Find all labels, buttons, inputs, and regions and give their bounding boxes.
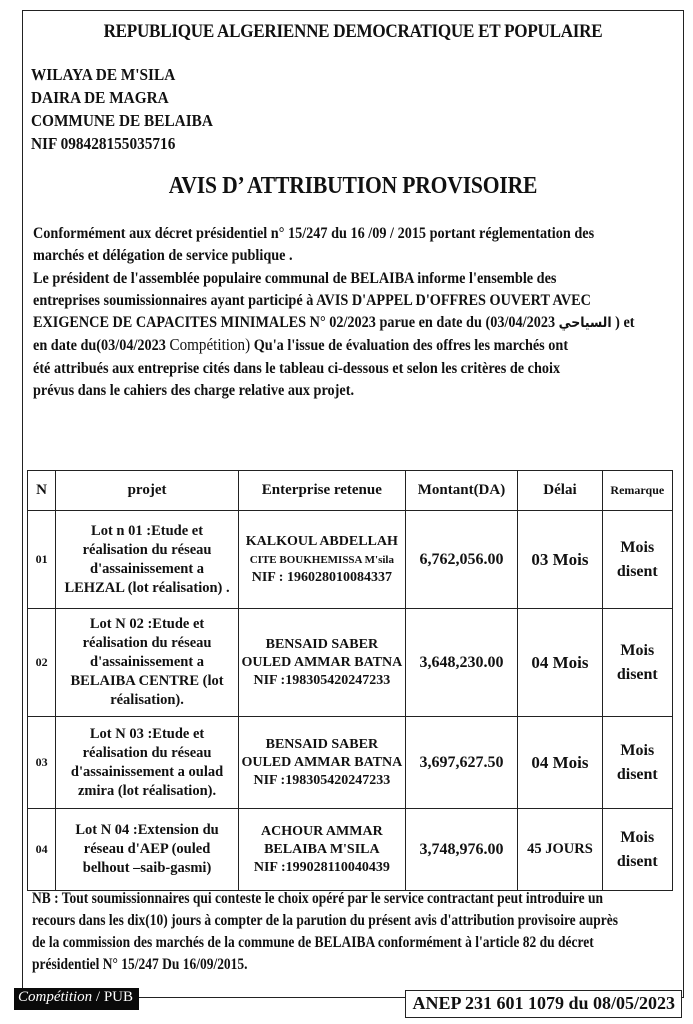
- cell-remarque: [602, 609, 672, 717]
- cell-entreprise: [238, 809, 405, 891]
- source-tag: [14, 988, 139, 1010]
- col-header-montant: Montant(DA): [405, 471, 518, 511]
- entreprise-name: ACHOUR AMMAR: [260, 823, 383, 839]
- remarque-line: disent: [616, 852, 658, 870]
- entreprise-address: CITE BOUKHEMISSA M'sila: [249, 553, 394, 566]
- entreprise-address: OULED AMMAR BATNA: [241, 654, 403, 670]
- projet-line: réseau d'AEP (ouled: [83, 841, 211, 857]
- projet-line: réalisation).: [110, 692, 184, 708]
- cell-remarque: [602, 511, 672, 609]
- projet-line: d'assainissement a: [90, 654, 205, 670]
- projet-line: zmira (lot réalisation).: [77, 782, 217, 799]
- entreprise-nif: NIF : 196028010084337: [251, 569, 392, 585]
- cell-entreprise: [238, 609, 405, 717]
- projet-line: Lot N 03 :Etude et: [89, 725, 205, 742]
- anep-reference: ANEP 231 601 1079 du 08/05/2023: [405, 990, 682, 1018]
- table-row: [28, 511, 673, 609]
- nb-line: présidentiel N° 15/247 Du 16/09/2015.: [32, 956, 248, 973]
- entreprise-address: BELAIBA M'SILA: [264, 841, 380, 857]
- intro-line: été attribués aux entreprise cités dans le tableau ci-dessous et selon les critères de choix: [33, 359, 561, 377]
- remarque-line: Mois: [620, 828, 655, 846]
- cell-montant: 6,762,056.00: [405, 511, 518, 609]
- projet-line: Lot N 04 :Extension du: [75, 822, 219, 838]
- source-pub: PUB: [103, 989, 134, 1005]
- entreprise-nif: NIF :198305420247233: [253, 772, 391, 788]
- entreprise-name: BENSAID SABER: [265, 636, 379, 652]
- entreprise-address: OULED AMMAR BATNA: [241, 754, 403, 770]
- cell-projet: [56, 809, 239, 891]
- table-header-row: [28, 471, 673, 511]
- cell-projet: [56, 511, 239, 609]
- cell-entreprise: [238, 511, 405, 609]
- cell-delai: 04 Mois: [518, 609, 602, 717]
- col-header-delai: Délai: [518, 471, 602, 511]
- cell-n: 03: [28, 717, 56, 809]
- projet-line: belhout –saib-gasmi): [82, 860, 212, 876]
- cell-delai: 03 Mois: [518, 511, 602, 609]
- nb-paragraph: [32, 888, 658, 976]
- projet-line: LEHZAL (lot réalisation) .: [64, 579, 230, 596]
- col-header-projet: projet: [56, 471, 239, 511]
- remarque-line: disent: [616, 765, 658, 783]
- cell-remarque: [602, 717, 672, 809]
- cell-montant: 3,697,627.50: [405, 717, 518, 809]
- remarque-line: Mois: [620, 641, 655, 659]
- daira: DAIRA DE MAGRA: [31, 88, 169, 107]
- commune: COMMUNE DE BELAIBA: [31, 111, 213, 130]
- col-header-n: N: [28, 471, 56, 511]
- projet-line: Lot n 01 :Etude et: [91, 522, 204, 539]
- col-header-remarque: Remarque: [602, 471, 672, 511]
- intro-text: en date du(03/04/2023: [33, 337, 170, 355]
- republic-heading: REPUBLIQUE ALGERIENNE DEMOCRATIQUE ET POPULAIRE: [103, 21, 603, 42]
- intro-text: ) et: [611, 314, 635, 332]
- projet-line: BELAIBA CENTRE (lot: [70, 673, 224, 689]
- notice-title: AVIS D’ ATTRIBUTION PROVISOIRE: [168, 173, 538, 199]
- cell-projet: [56, 609, 239, 717]
- cell-delai: 04 Mois: [518, 717, 602, 809]
- projet-line: d'assainissement a: [90, 560, 205, 577]
- intro-line: prévus dans le cahiers des charge relative aux projet.: [33, 382, 355, 400]
- intro-text: EXIGENCE DE CAPACITES MINIMALES N° 02/2023 parue en date du (03/04/2023: [33, 314, 559, 332]
- cell-montant: 3,748,976.00: [405, 809, 518, 891]
- projet-line: réalisation du réseau: [82, 744, 212, 761]
- nb-line: de la commission des marchés de la commune de BELAIBA conformément à l'article 82 du décret: [32, 934, 594, 951]
- projet-line: réalisation du réseau: [82, 541, 212, 558]
- projet-line: Lot N 02 :Etude et: [89, 616, 205, 632]
- table-row: [28, 609, 673, 717]
- entreprise-name: KALKOUL ABDELLAH: [245, 533, 398, 549]
- cell-montant: 3,648,230.00: [405, 609, 518, 717]
- newspaper-name: Compétition): [169, 335, 251, 355]
- administration-block: [31, 63, 213, 155]
- col-header-entreprise: Enterprise retenue: [238, 471, 405, 511]
- table-row: [28, 809, 673, 891]
- remarque-line: disent: [616, 665, 658, 683]
- newspaper-name-arabic: السياحي: [558, 315, 612, 332]
- intro-paragraph: [33, 223, 674, 402]
- remarque-line: Mois: [620, 741, 655, 759]
- wilaya: WILAYA DE M'SILA: [31, 65, 176, 84]
- entreprise-nif: NIF :199028110040439: [253, 859, 390, 875]
- nif: NIF 098428155035716: [31, 134, 176, 153]
- source-separator: /: [92, 989, 104, 1005]
- cell-n: 01: [28, 511, 56, 609]
- cell-delai: 45 JOURS: [518, 809, 602, 891]
- nb-line: NB : Tout soumissionnaires qui conteste le choix opéré par le service contractant peut introduire un: [32, 890, 604, 907]
- intro-line: [33, 334, 674, 357]
- intro-text: Qu'a l'issue de évaluation des offres les marchés ont: [250, 337, 569, 355]
- intro-line: [33, 312, 674, 334]
- nb-line: recours dans les dix(10) jours à compter de la parution du présent avis d'attribution provisoire auprès: [32, 912, 618, 929]
- attribution-table: [27, 470, 673, 891]
- cell-projet: [56, 717, 239, 809]
- entreprise-nif: NIF :198305420247233: [253, 672, 391, 688]
- cell-remarque: [602, 809, 672, 891]
- entreprise-name: BENSAID SABER: [265, 736, 379, 752]
- source-name: Compétition: [18, 989, 93, 1005]
- projet-line: d'assainissement a oulad: [70, 763, 224, 780]
- intro-line: Le président de l'assemblée populaire communal de BELAIBA informe l'ensemble des: [33, 269, 557, 287]
- cell-entreprise: [238, 717, 405, 809]
- cell-n: 02: [28, 609, 56, 717]
- intro-line: marchés et délégation de service publique .: [33, 247, 293, 265]
- projet-line: réalisation du réseau: [82, 635, 212, 651]
- intro-line: Conformément aux décret présidentiel n° 15/247 du 16 /09 / 2015 portant réglementation des: [33, 225, 595, 242]
- remarque-line: disent: [616, 562, 658, 580]
- cell-n: 04: [28, 809, 56, 891]
- remarque-line: Mois: [620, 538, 655, 556]
- table-row: [28, 717, 673, 809]
- intro-line: entreprises soumissionnaires ayant participé à AVIS D'APPEL D'OFFRES OUVERT AVEC: [33, 291, 591, 309]
